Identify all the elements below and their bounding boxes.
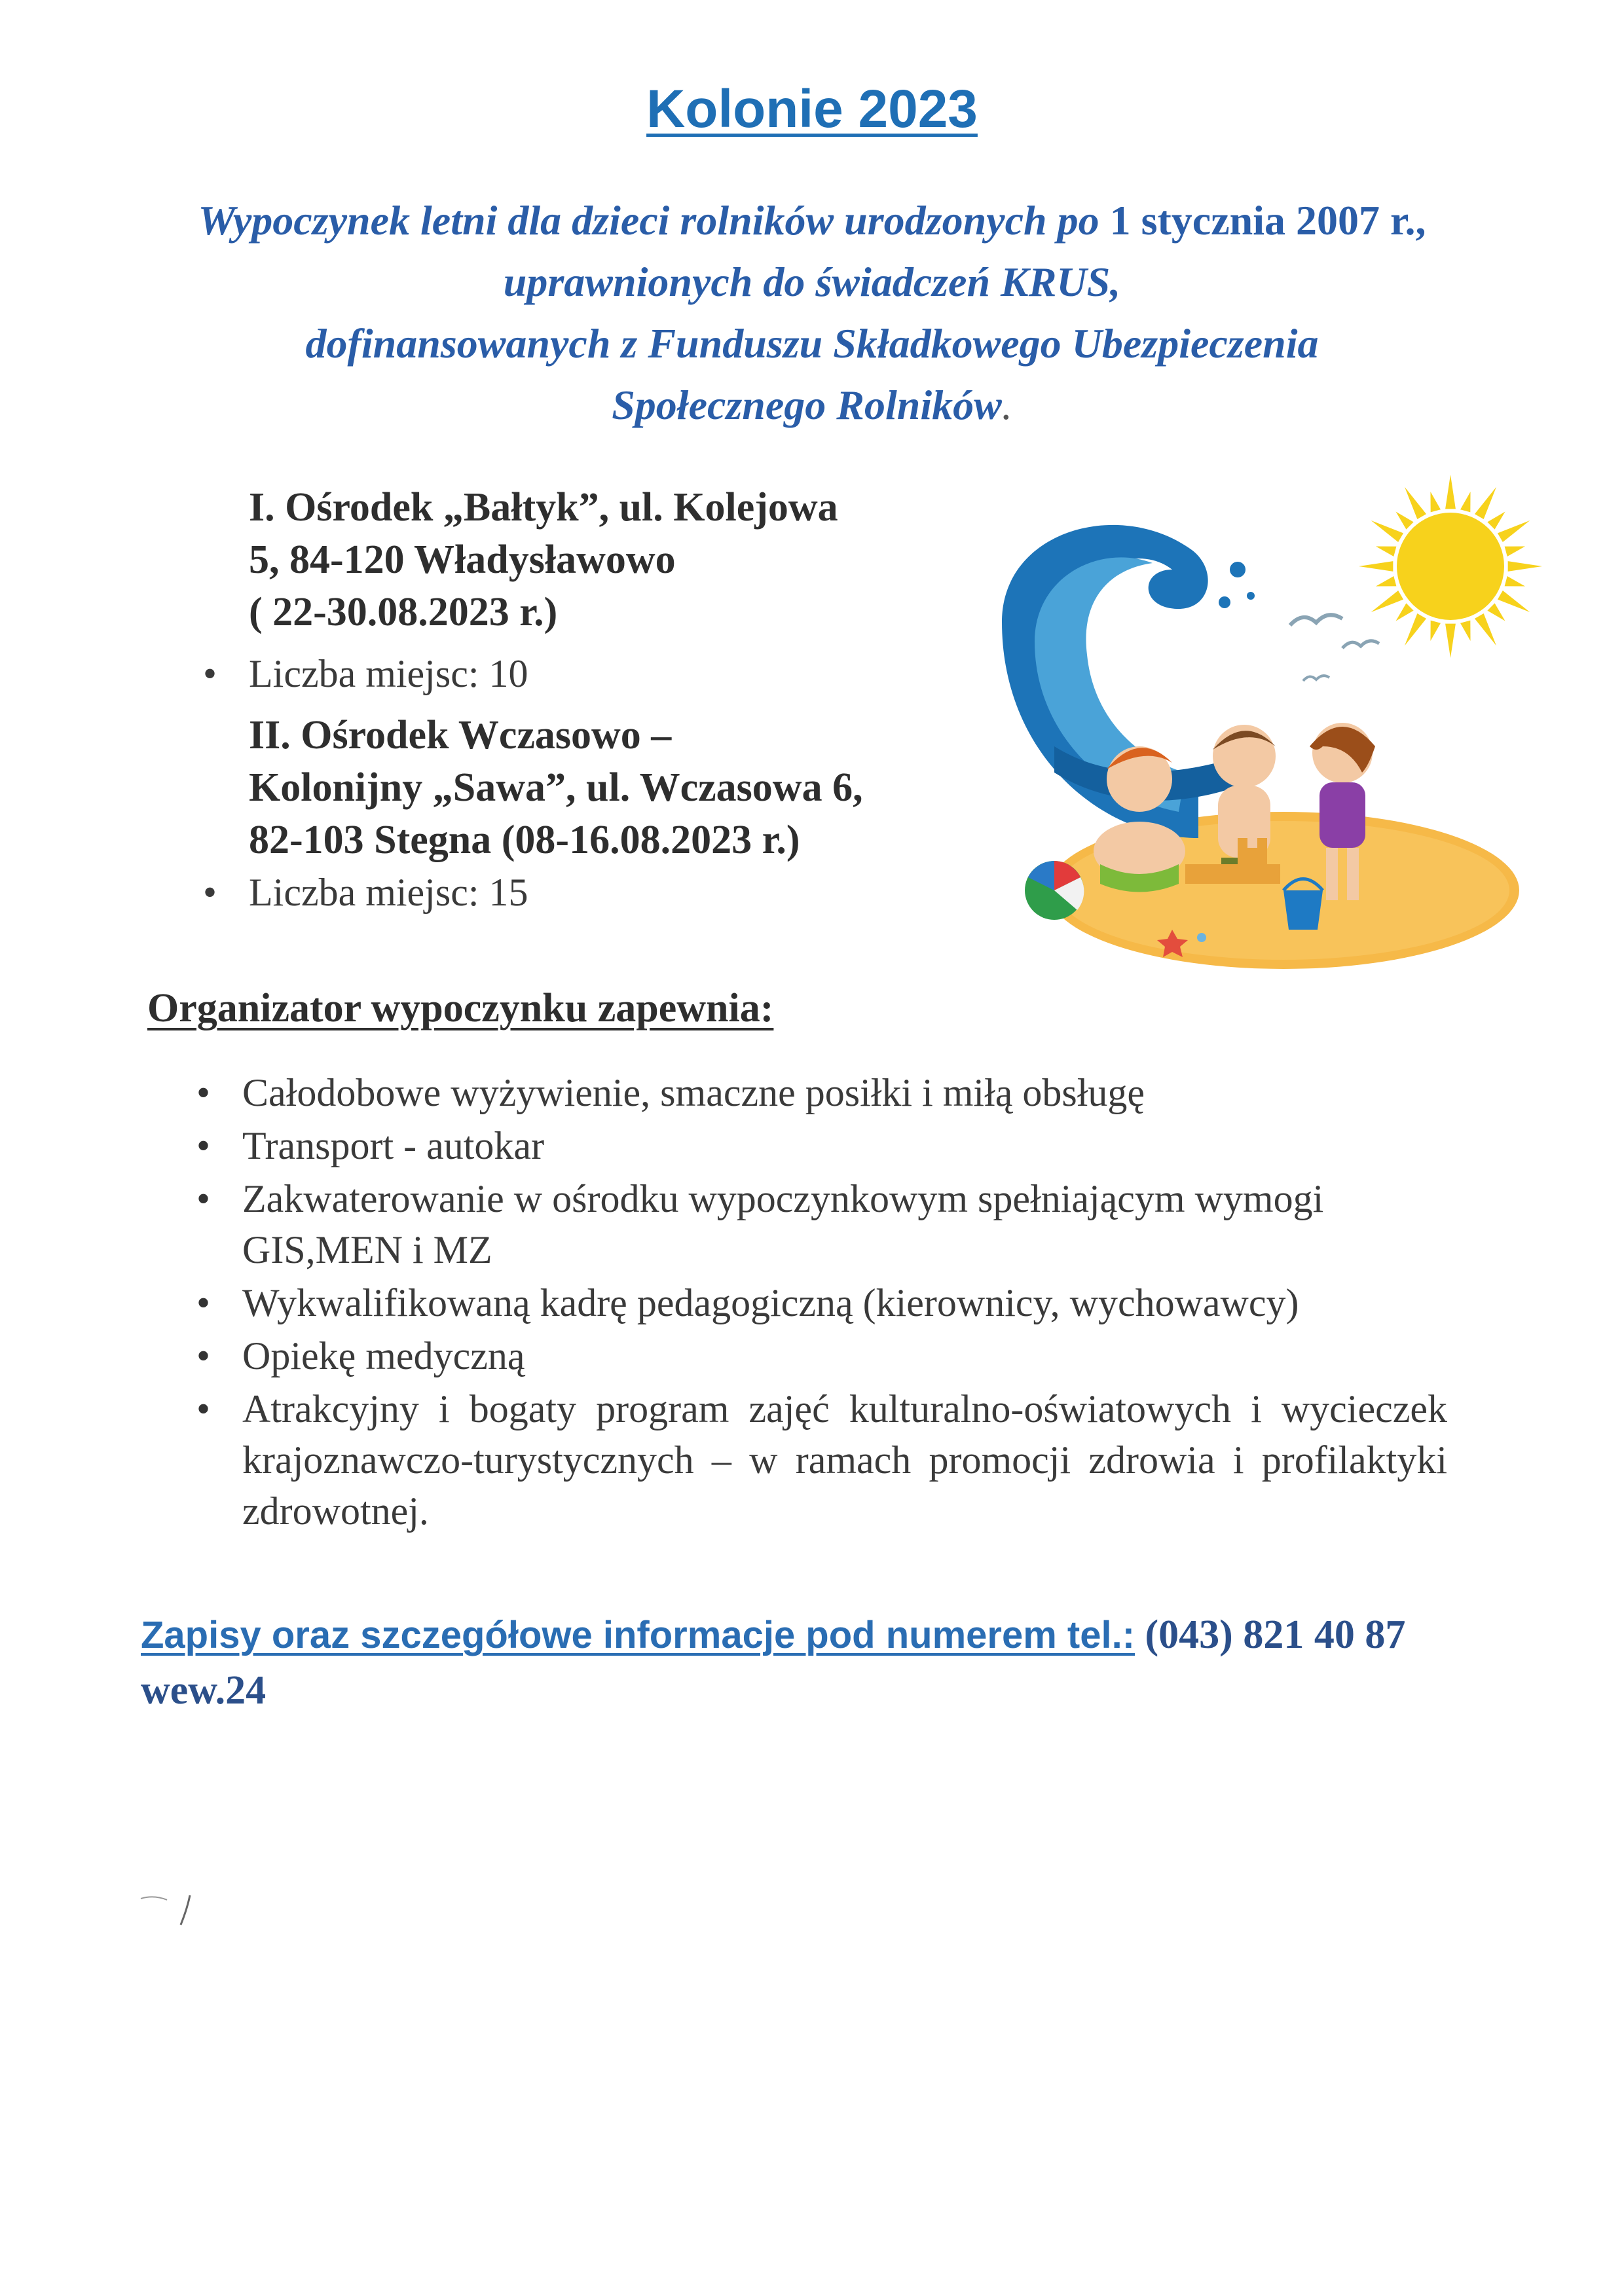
sun-ray xyxy=(1498,591,1530,612)
bullet-icon: • xyxy=(203,652,217,695)
intro-line-4 xyxy=(105,374,1519,436)
list-item-text: Opiekę medyczną xyxy=(242,1334,525,1377)
intro-line-4-text: Społecznego Rolników xyxy=(612,382,1002,428)
sun-ray xyxy=(1505,546,1525,556)
center-2 xyxy=(203,709,1002,919)
list-item xyxy=(196,1277,1447,1328)
sun-ray xyxy=(1475,613,1496,646)
sun-ray xyxy=(1460,621,1470,641)
sun-ray xyxy=(1487,512,1505,530)
intro-date: 1 stycznia 2007 r., xyxy=(1109,197,1426,244)
intro-line-1-text: Wypoczynek letni dla dzieci rolników urodzonych po xyxy=(198,197,1099,244)
center-1-line-3: ( 22-30.08.2023 r.) xyxy=(249,590,558,634)
page-title-wrap xyxy=(0,79,1624,140)
organizer-heading: Organizator wypoczynku zapewnia: xyxy=(147,986,774,1030)
center-1-places xyxy=(203,647,1002,700)
sun-ray xyxy=(1376,576,1396,586)
center-1-line-1: I. Ośrodek „Bałtyk”, ul. Kolejowa xyxy=(249,485,838,530)
center-1 xyxy=(203,481,1002,700)
list-item-text: Zakwaterowanie w ośrodku wypoczynkowym spełniającym wymogi GIS,MEN i MZ xyxy=(242,1177,1324,1271)
pen-mark xyxy=(138,1886,216,1938)
sun-ray xyxy=(1445,475,1456,509)
center-2-places xyxy=(203,866,1002,919)
contact-phone: (043) 821 40 87 xyxy=(1145,1613,1406,1657)
beach-illustration xyxy=(976,471,1565,989)
list-item xyxy=(196,1330,1447,1381)
bullet-icon: • xyxy=(196,1334,211,1377)
center-2-line-2: Kolonijny „Sawa”, ul. Wczasowa 6, xyxy=(249,765,863,810)
page-title: Kolonie 2023 xyxy=(646,79,978,139)
bullet-icon: • xyxy=(196,1124,211,1167)
intro-line-2: uprawnionych do świadczeń KRUS, xyxy=(503,259,1121,305)
sun-ray xyxy=(1376,546,1396,556)
center-1-line-2: 5, 84-120 Władysławowo xyxy=(249,538,676,582)
sun-icon xyxy=(1359,475,1542,658)
center-2-places-text: Liczba miejsc: 15 xyxy=(249,871,528,914)
bullet-icon: • xyxy=(196,1071,211,1114)
contact-label: Zapisy oraz szczegółowe informacje pod numerem tel.: xyxy=(141,1614,1135,1656)
centers-section xyxy=(203,481,1002,919)
list-item-text: Wykwalifikowaną kadrę pedagogiczną (kierownicy, wychowawcy) xyxy=(242,1281,1299,1324)
intro-paragraph xyxy=(105,190,1519,436)
intro-line-1 xyxy=(105,190,1519,251)
sun-ray xyxy=(1430,492,1440,512)
shell-icon xyxy=(1197,933,1206,942)
beach-ball-icon xyxy=(1025,861,1084,920)
sun-ray xyxy=(1396,603,1414,621)
list-item xyxy=(196,1173,1447,1275)
bird-icon xyxy=(1290,615,1342,625)
list-item-text: Całodobowe wyżywienie, smaczne posiłki i miłą obsługę xyxy=(242,1071,1145,1114)
bird-icon xyxy=(1303,676,1329,681)
intro-line-3: dofinansowanych z Funduszu Składkowego Ubezpieczenia xyxy=(305,320,1319,367)
sun-ray xyxy=(1487,603,1505,621)
sun-ray xyxy=(1405,613,1426,646)
spray-dot xyxy=(1247,592,1255,600)
center-2-line-3: 82-103 Stegna (08-16.08.2023 r.) xyxy=(249,818,800,862)
provisions-list xyxy=(196,1067,1447,1539)
list-item xyxy=(196,1383,1447,1537)
sun-ray xyxy=(1430,621,1440,641)
center-1-places-text: Liczba miejsc: 10 xyxy=(249,652,528,695)
sun-ray xyxy=(1359,561,1393,572)
list-item xyxy=(196,1067,1447,1118)
sun-disc xyxy=(1397,513,1504,620)
sun-ray xyxy=(1505,576,1525,586)
sun-ray xyxy=(1445,624,1456,658)
spray-dot xyxy=(1230,562,1246,577)
bullet-icon: • xyxy=(196,1387,211,1430)
contact-extension: wew.24 xyxy=(141,1668,267,1713)
bucket-icon xyxy=(1283,890,1323,930)
sun-ray xyxy=(1371,520,1403,542)
center-2-line-1: II. Ośrodek Wczasowo – xyxy=(249,713,672,757)
sun-ray xyxy=(1508,561,1542,572)
bullet-icon: • xyxy=(196,1281,211,1324)
bullet-icon: • xyxy=(203,871,217,914)
list-item-text: Transport - autokar xyxy=(242,1124,545,1167)
contact-info xyxy=(141,1607,1516,1718)
sun-ray xyxy=(1498,520,1530,542)
spray-dot xyxy=(1219,596,1230,608)
intro-line-4-period: . xyxy=(1001,382,1012,428)
sun-ray xyxy=(1371,591,1403,612)
sun-ray xyxy=(1405,487,1426,519)
sun-ray xyxy=(1460,492,1470,512)
list-item xyxy=(196,1120,1447,1171)
bullet-icon: • xyxy=(196,1177,211,1220)
bird-icon xyxy=(1342,641,1379,648)
sun-ray xyxy=(1475,487,1496,519)
sun-ray xyxy=(1396,512,1414,530)
list-item-text: Atrakcyjny i bogaty program zajęć kulturalno-oświatowych i wycieczek krajoznawczo-turystycznych – w ramach promocji zdrowia i profilaktyki zdrowotnej. xyxy=(242,1387,1447,1533)
